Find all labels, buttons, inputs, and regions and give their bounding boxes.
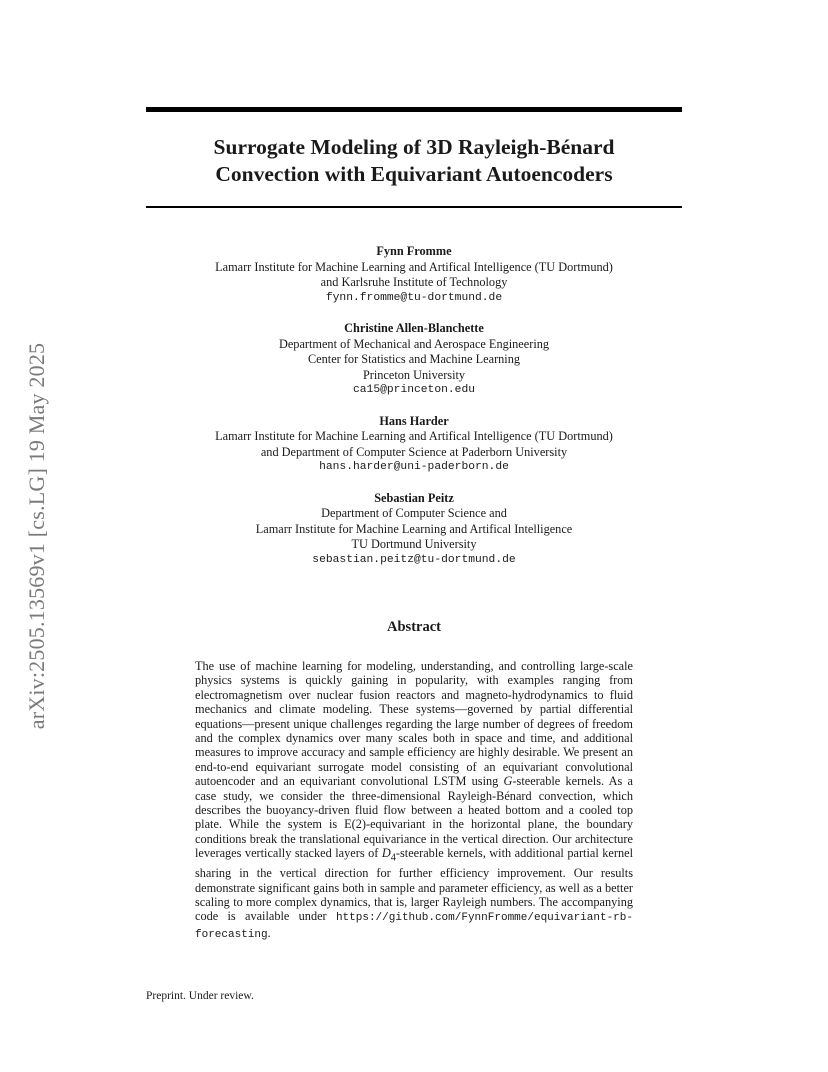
author-affiliation: TU Dortmund University — [351, 537, 477, 551]
abstract-text-2: -steerable kernels. As a case study, we consider the three-dimensional Rayleigh-Bénard convection, which describes the buoyancy-driven fluid flow between a heated bottom and a cooled top plate. While the system is E(2)-equivariant in the horizontal plane, the boundary conditions break the translational equivariance in the vertical direction. Our architecture leverages vertically stacked layers of — [195, 774, 633, 861]
title-line-2: Convection with Equivariant Autoencoders — [215, 162, 613, 186]
author-name: Sebastian Peitz — [374, 490, 454, 505]
author-affiliation: Department of Computer Science and — [321, 506, 507, 520]
title-top-rule — [146, 107, 682, 112]
title-bottom-rule — [146, 206, 682, 208]
author-email[interactable]: ca15@princeton.edu — [352, 384, 476, 396]
abstract-heading: Abstract — [387, 619, 441, 635]
author-affiliation: Princeton University — [362, 367, 466, 382]
author-affiliation: Lamarr Institute for Machine Learning and Artifical Intelligence (TU Dortmund) — [215, 259, 613, 274]
author-name: Christine Allen-Blanchette — [344, 321, 484, 335]
author-affiliation: and Department of Computer Science at Paderborn University — [260, 444, 568, 459]
author-list — [146, 244, 682, 583]
author-block-allen-blanchette — [146, 321, 682, 399]
author-affiliation: Department of Mechanical and Aerospace Engineering — [278, 336, 550, 351]
abstract-text-1: The use of machine learning for modeling, understanding, and controlling large-scale physics systems is quickly gaining in popularity, with examples ranging from electromagnetism over nuclear fusion reactors and magneto-hydrodynamics to fluid mechanics and climate modeling. These systems—governed by partial differential equations—present unique challenges regarding the large number of degrees of freedom and the complex dynamics over many scales both in space and time, and additional measures to improve accuracy and sample efficiency are highly desirable. We present an end-to-end equivariant surrogate model consisting of an equivariant convolutional autoencoder and an equivariant convolutional LSTM using — [195, 659, 633, 789]
author-block-fromme — [146, 244, 682, 306]
author-name: Hans Harder — [379, 413, 449, 428]
author-affiliation: Lamarr Institute for Machine Learning and Artifical Intelligence — [255, 521, 573, 536]
author-affiliation: and Karlsruhe Institute of Technology — [320, 275, 508, 289]
abstract-text-3: -steerable kernels, with additional partial kernel sharing in the vertical direction for further efficiency improvement. Our results demonstrate significant gains both in sample and parameter efficiency, as well as a better scaling to more complex dynamics, that is, larger Rayleigh numbers. The accompanying code is available under — [195, 846, 633, 924]
preprint-footer: Preprint. Under review. — [146, 990, 254, 1002]
g-symbol: G — [503, 774, 513, 789]
d-symbol: D — [381, 846, 391, 861]
author-email[interactable]: fynn.fromme@tu-dortmund.de — [325, 291, 503, 304]
d-subscript: 4 — [390, 852, 396, 864]
paper-title — [146, 134, 682, 188]
author-name: Fynn Fromme — [376, 244, 452, 258]
author-email[interactable]: hans.harder@uni-paderborn.de — [319, 461, 509, 473]
author-block-peitz — [146, 491, 682, 569]
code-url-link[interactable]: https://github.com/FynnFromme/equivariant-rb-forecasting — [195, 912, 633, 941]
author-email[interactable]: sebastian.peitz@tu-dortmund.de — [312, 553, 516, 566]
abstract-end: . — [267, 925, 271, 940]
author-block-harder — [146, 414, 682, 476]
author-affiliation: Center for Statistics and Machine Learning — [307, 352, 521, 366]
arxiv-identifier: arXiv:2505.13569v1 [cs.LG] 19 May 2025 — [24, 342, 49, 730]
title-line-1: Surrogate Modeling of 3D Rayleigh-Bénard — [213, 135, 615, 159]
abstract-body — [195, 659, 633, 942]
author-affiliation: Lamarr Institute for Machine Learning and Artifical Intelligence (TU Dortmund) — [215, 429, 613, 443]
